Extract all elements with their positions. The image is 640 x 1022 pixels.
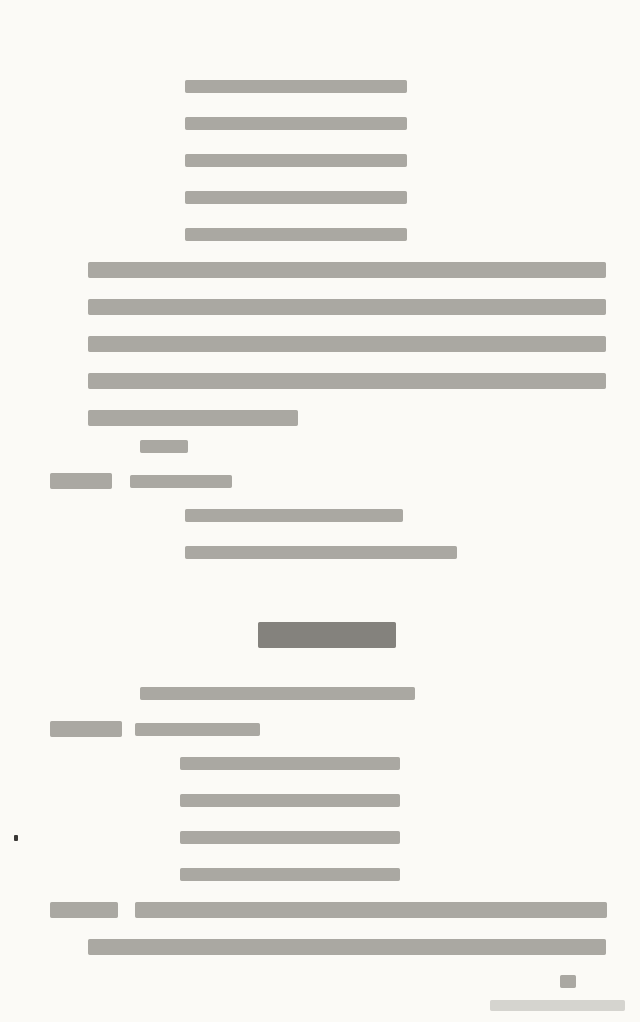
speaker-name (50, 902, 118, 918)
prose-line (88, 373, 606, 389)
verse-line (185, 546, 457, 559)
verse-line (180, 794, 400, 807)
scan-mark (14, 835, 18, 841)
prose-line (88, 262, 606, 278)
verse-line (180, 868, 400, 881)
verse-line (185, 509, 403, 522)
verse-line (185, 154, 407, 167)
verse-line (180, 831, 400, 844)
speaker-name (50, 473, 112, 489)
verse-line (185, 228, 407, 241)
scene-heading (258, 622, 396, 648)
stage-direction (140, 440, 188, 453)
verse-line (185, 117, 407, 130)
prose-line (88, 336, 606, 352)
verse-line (185, 191, 407, 204)
speech-line (135, 902, 607, 918)
speaker-name (50, 721, 122, 737)
watermark (490, 1000, 625, 1011)
page-number (560, 975, 576, 988)
stage-direction (140, 687, 415, 700)
verse-line (185, 80, 407, 93)
speech-line (88, 939, 606, 955)
singing-direction (130, 475, 232, 488)
prose-line (88, 299, 606, 315)
verse-line (180, 757, 400, 770)
prose-line (88, 410, 298, 426)
singing-direction (135, 723, 260, 736)
